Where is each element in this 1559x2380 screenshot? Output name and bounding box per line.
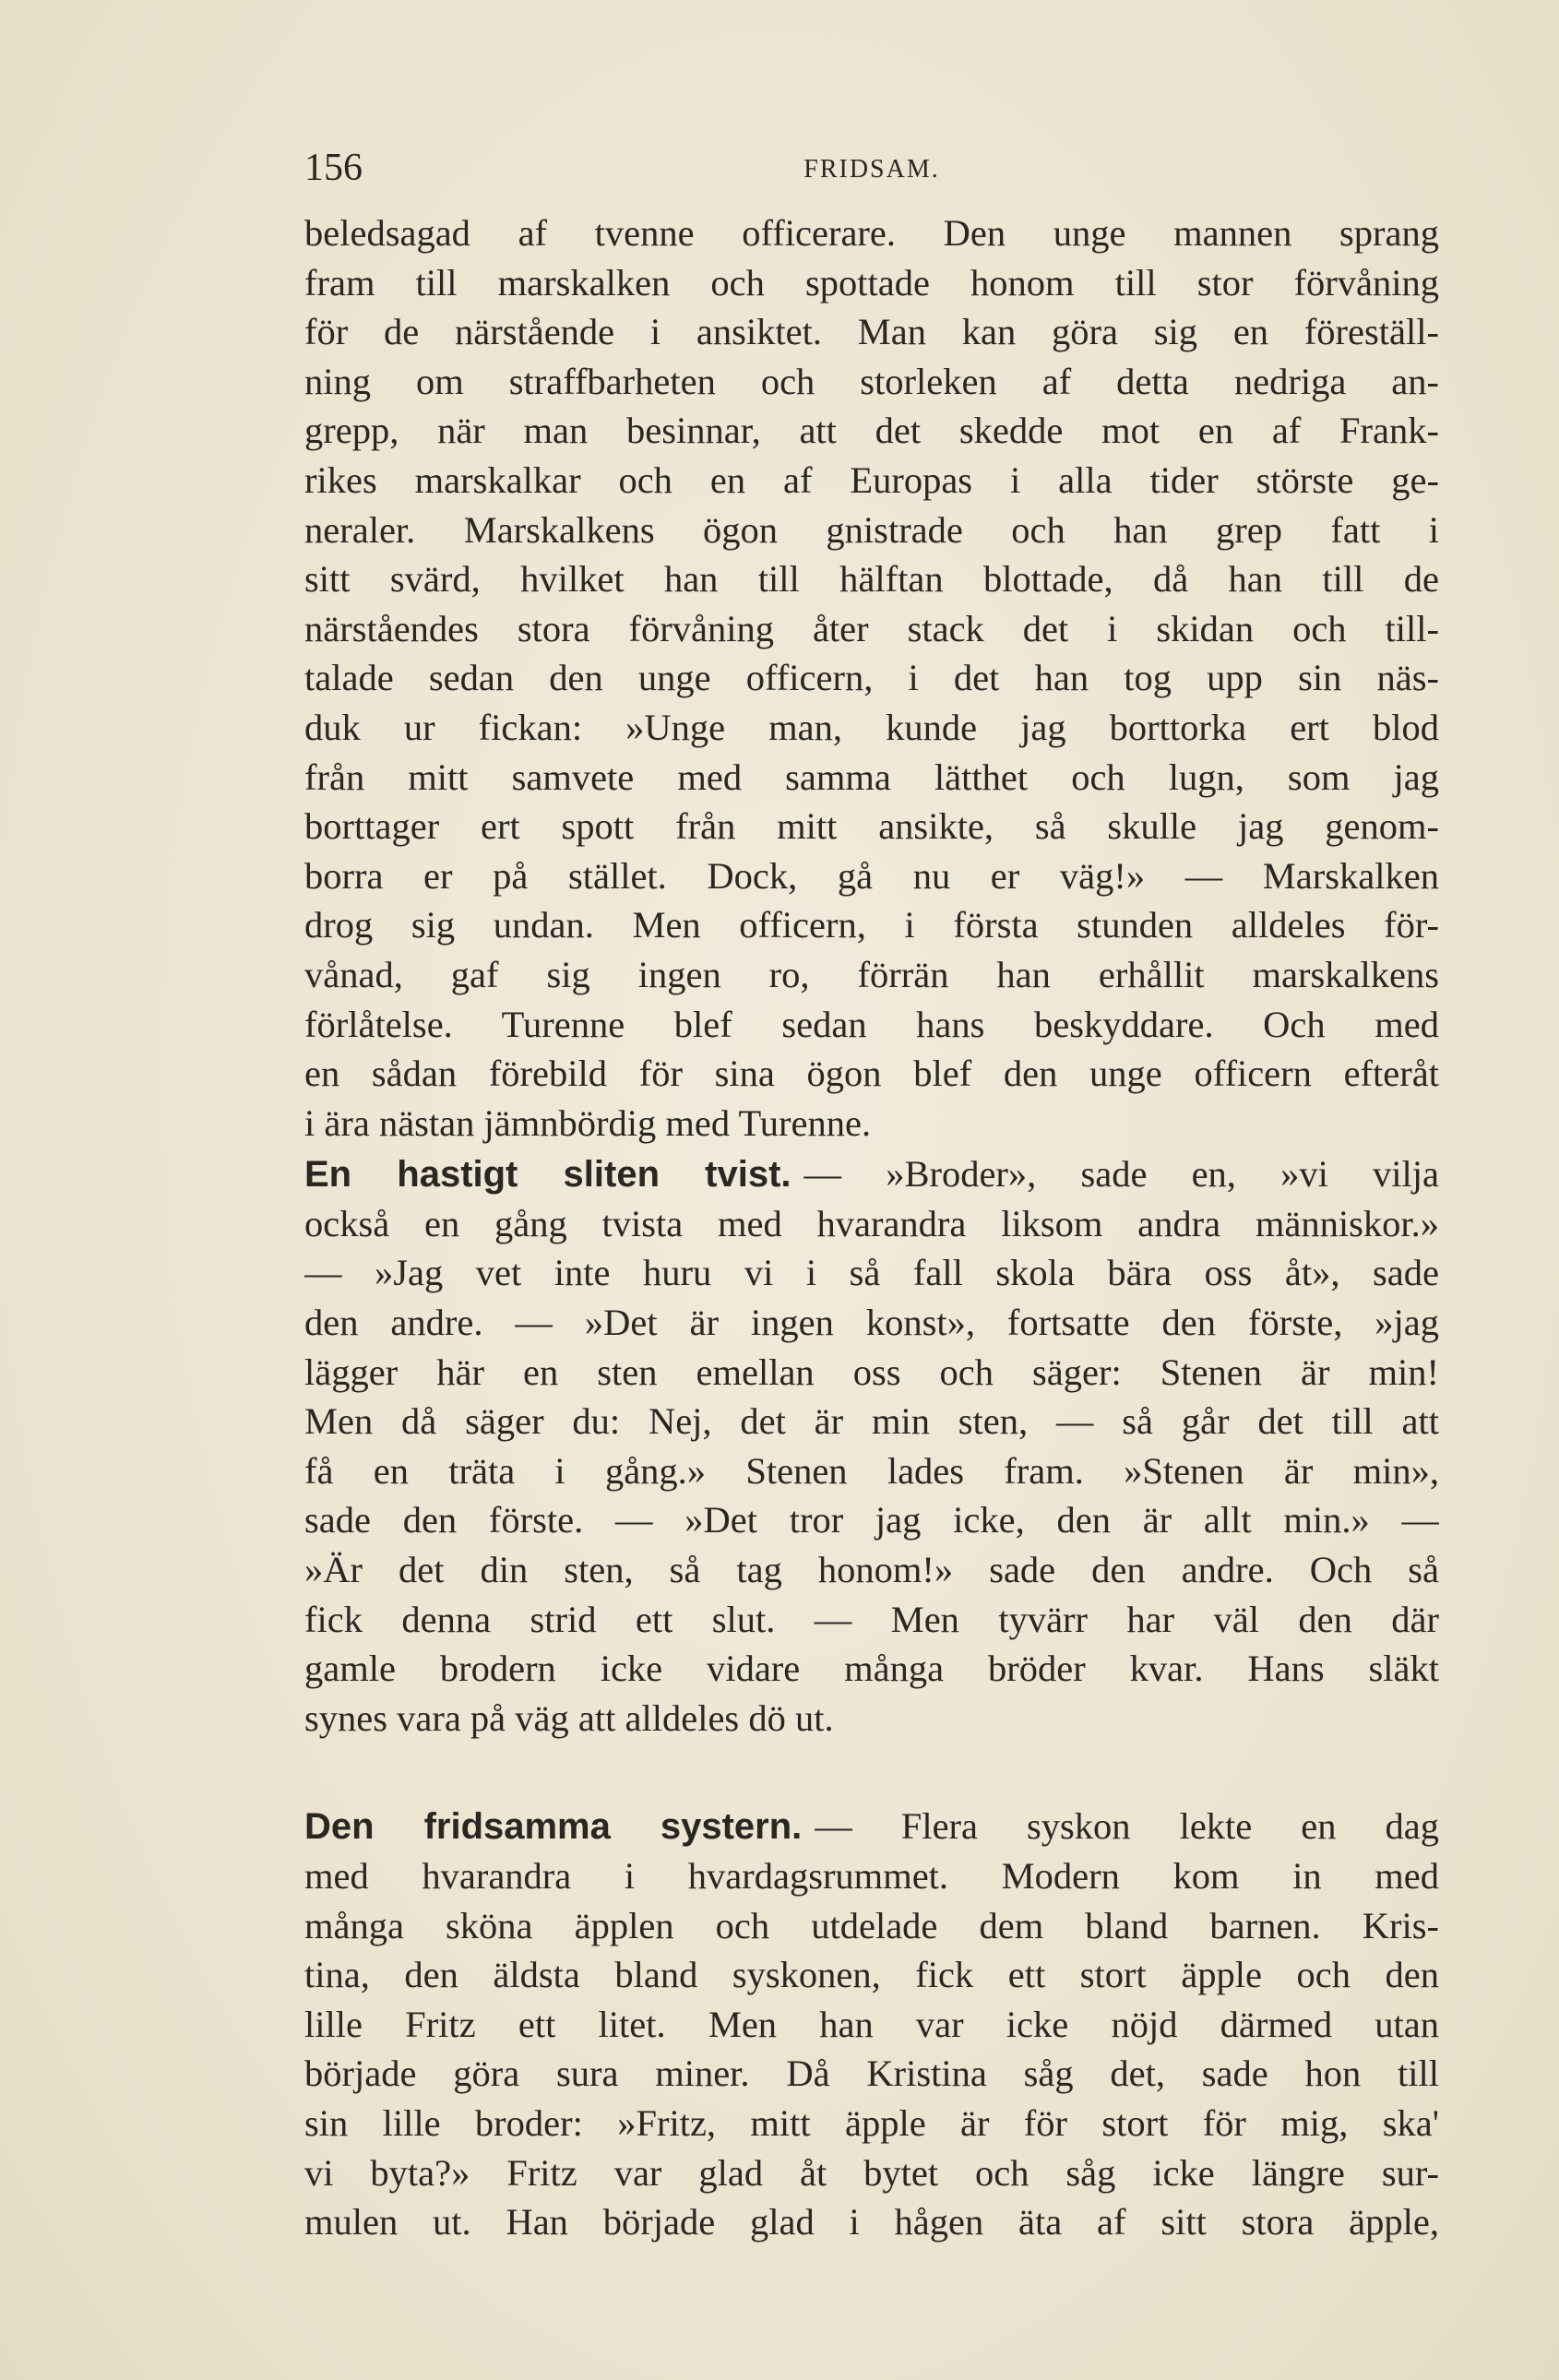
text-line: närståendes stora förvåning åter stack det i skidan och till- xyxy=(304,607,1439,649)
text-line: borttager ert spott från mitt ansikte, så skulle jag genom- xyxy=(304,805,1439,848)
text-line: beledsagad af tvenne officerare. Den unge mannen sprang xyxy=(304,212,1439,254)
text-line: från mitt samvete med samma lätthet och lugn, som jag xyxy=(304,756,1439,798)
text-line: förlåtelse. Turenne blef sedan hans beskyddare. Och med xyxy=(304,1003,1439,1045)
text-line: fick denna strid ett slut. — Men tyvärr har väl den där xyxy=(304,1598,1439,1640)
text-line: vånad, gaf sig ingen ro, förrän han erhållit marskalkens xyxy=(304,953,1439,995)
page-header xyxy=(304,146,1439,201)
text-line: synes vara på väg att alldeles dö ut. xyxy=(304,1696,834,1739)
text-line: en sådan förebild för sina ögon blef den unge officern efteråt xyxy=(304,1053,1439,1095)
text-line: Men då säger du: Nej, det är min sten, — så går det till att xyxy=(304,1400,1439,1443)
text-line: neraler. Marskalkens ögon gnistrade och han grep fatt i xyxy=(304,508,1439,551)
text-line: lille Fritz ett litet. Men han var icke nöjd därmed utan xyxy=(304,2003,1439,2045)
text-line: grepp, när man besinnar, att det skedde mot en af Frank- xyxy=(304,410,1439,452)
text-line: rikes marskalkar och en af Europas i alla tider störste ge- xyxy=(304,458,1439,501)
heading-line-rest: — Flera syskon lekte en dag xyxy=(815,1805,1439,1848)
text-line: tina, den äldsta bland syskonen, fick ett stort äpple och den xyxy=(304,1954,1439,1996)
text-line: fram till marskalken och spottade honom till stor förvåning xyxy=(304,261,1439,303)
text-line: — »Jag vet inte huru vi i så fall skola bära oss åt», sade xyxy=(304,1252,1439,1294)
text-line: lägger här en sten emellan oss och säger: Stenen är min! xyxy=(304,1351,1439,1393)
text-line: började göra sura miner. Då Kristina såg det, sade hon till xyxy=(304,2053,1439,2095)
text-line: många sköna äpplen och utdelade dem bland barnen. Kris- xyxy=(304,1904,1439,1946)
body-text xyxy=(304,208,1439,2247)
text-line: i ära nästan jämnbördig med Turenne. xyxy=(304,1101,872,1144)
text-line: vi byta?» Fritz var glad åt bytet och såg icke längre sur- xyxy=(304,2151,1439,2194)
page-number: 156 xyxy=(304,147,363,189)
text-line: sitt svärd, hvilket han till hälftan blottade, då han till de xyxy=(304,558,1439,601)
text-line: ning om straffbarheten och storleken af detta nedriga an- xyxy=(304,360,1439,402)
text-line: gamle brodern icke vidare många bröder kvar. Hans släkt xyxy=(304,1648,1439,1690)
text-line xyxy=(304,1802,1439,1851)
text-line: sade den förste. — »Det tror jag icke, den är allt min.» — xyxy=(304,1499,1439,1541)
text-line: drog sig undan. Men officern, i första stunden alldeles för- xyxy=(304,904,1439,946)
text-line: mulen ut. Han började glad i hågen äta af sitt stora äpple, xyxy=(304,2201,1439,2243)
section-gap xyxy=(304,1743,1439,1792)
text-line: den andre. — »Det är ingen konst», fortsatte den förste, »jag xyxy=(304,1302,1439,1344)
paragraph-turenne xyxy=(304,208,1439,1148)
paragraph-hastigt-sliten-tvist xyxy=(304,1149,1439,1743)
text-line: »Är det din sten, så tag honom!» sade den andre. Och så xyxy=(304,1549,1439,1591)
text-line: få en träta i gång.» Stenen lades fram. »Stenen är min», xyxy=(304,1449,1439,1492)
text-line: för de närstående i ansiktet. Man kan göra sig en föreställ- xyxy=(304,311,1439,353)
heading-line-rest: — »Broder», sade en, »vi vilja xyxy=(803,1153,1439,1196)
text-line: med hvarandra i hvardagsrummet. Modern kom in med xyxy=(304,1855,1439,1897)
running-head: FRIDSAM. xyxy=(803,155,940,184)
text-line: talade sedan den unge officern, i det han tog upp sin näs- xyxy=(304,657,1439,699)
text-line: också en gång tvista med hvarandra liksom andra människor.» xyxy=(304,1202,1439,1244)
paragraph-fridsamma-systern xyxy=(304,1802,1439,2246)
text-line: borra er på stället. Dock, gå nu er väg!» — Marskalken xyxy=(304,854,1439,897)
text-line xyxy=(304,1149,1439,1199)
section-heading: Den fridsamma systern. xyxy=(304,1806,803,1848)
section-heading: En hastigt sliten tvist. xyxy=(304,1154,791,1196)
text-line: sin lille broder: »Fritz, mitt äpple är för stort för mig, ska' xyxy=(304,2101,1439,2144)
text-line: duk ur fickan: »Unge man, kunde jag borttorka ert blod xyxy=(304,706,1439,748)
